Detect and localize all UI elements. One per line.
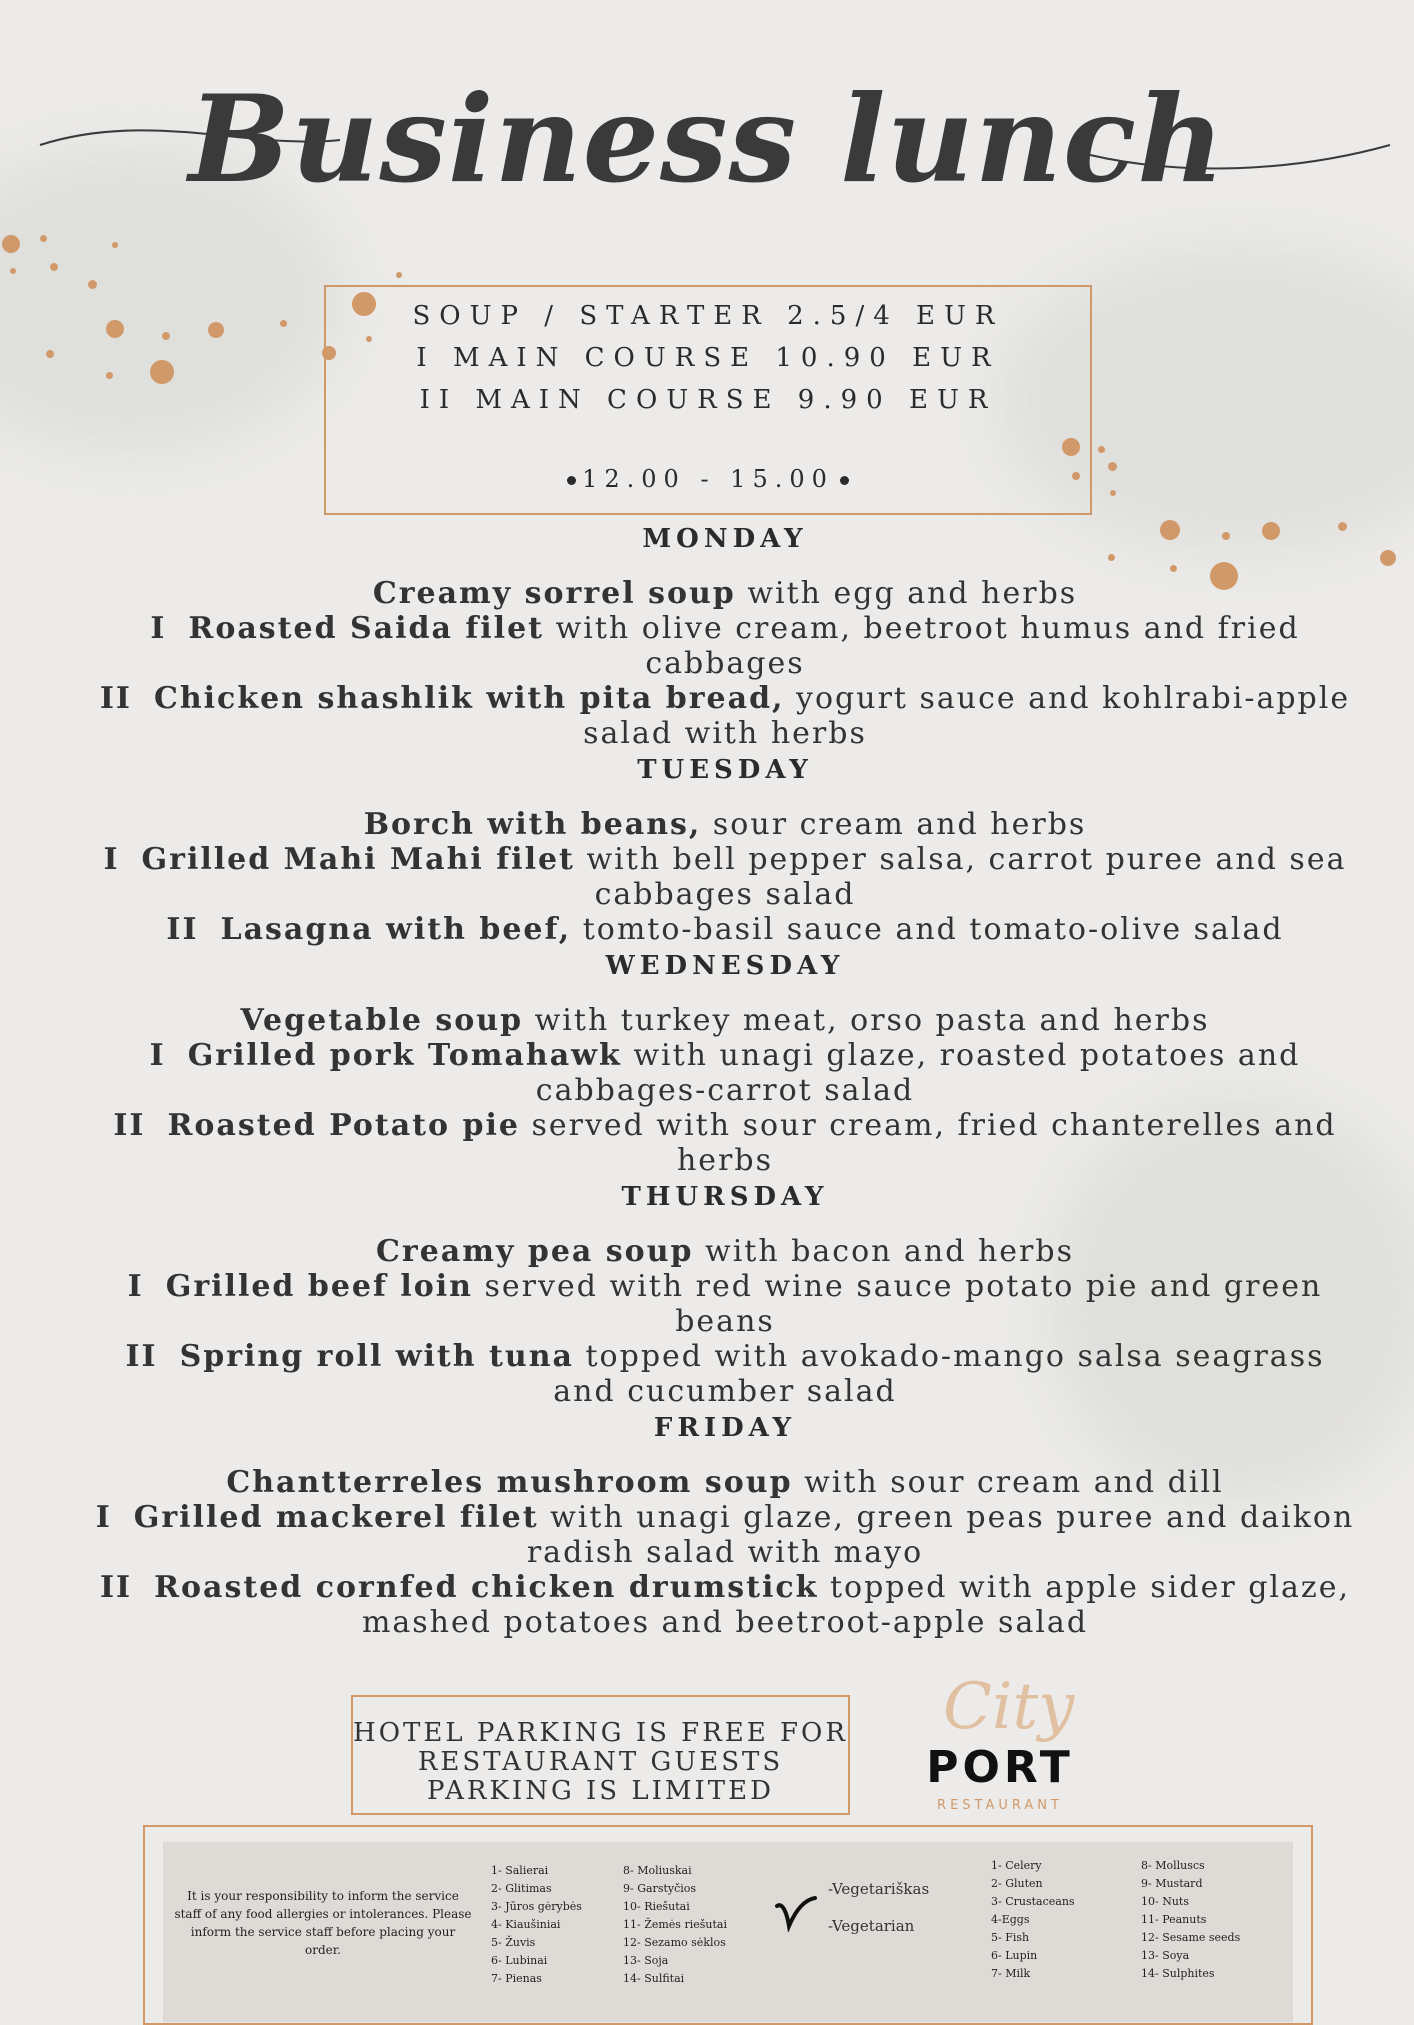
dish-description: served with red wine sauce potato pie and green beans bbox=[472, 1269, 1323, 1339]
dish-name: Vegetable soup bbox=[240, 1003, 524, 1038]
day-section-tuesday bbox=[90, 751, 1360, 947]
dish-description: with egg and herbs bbox=[735, 576, 1078, 611]
allergen-list-en-1 bbox=[991, 1857, 1075, 1983]
dish-name: Grilled mackerel filet bbox=[133, 1500, 539, 1535]
day-section-wednesday bbox=[90, 947, 1360, 1178]
bullet-dot bbox=[567, 476, 576, 485]
dish-description: served with sour cream, fried chanterelles and herbs bbox=[519, 1108, 1337, 1178]
soup-dish bbox=[90, 807, 1360, 842]
allergen-item: 13- Soya bbox=[1141, 1949, 1190, 1962]
allergen-item: 5- Žuvis bbox=[491, 1936, 536, 1949]
main-course-1 bbox=[90, 842, 1360, 912]
dish-description: with unagi glaze, roasted potatoes and cabbages-carrot salad bbox=[535, 1038, 1301, 1108]
day-heading: FRIDAY bbox=[653, 1413, 797, 1443]
allergen-item: 7- Milk bbox=[991, 1967, 1031, 1980]
dish-name: Chantterreles mushroom soup bbox=[226, 1465, 793, 1500]
allergen-item: 3- Jūros gėrybės bbox=[491, 1900, 582, 1913]
allergen-panel bbox=[163, 1842, 1293, 2022]
bullet-dot bbox=[840, 476, 849, 485]
course-number: I bbox=[150, 611, 167, 646]
parking-notice bbox=[351, 1695, 850, 1815]
day-heading: TUESDAY bbox=[637, 755, 813, 785]
dish-name: Roasted Saida filet bbox=[188, 611, 545, 646]
allergen-item: 4- Kiaušiniai bbox=[491, 1918, 561, 1931]
soup-dish bbox=[90, 1234, 1360, 1269]
dish-description: yogurt sauce and kohlrabi-apple salad with herbs bbox=[583, 681, 1351, 751]
course-number: II bbox=[113, 1108, 146, 1143]
allergen-item: 1- Salierai bbox=[491, 1864, 549, 1877]
soup-dish bbox=[90, 1003, 1360, 1038]
main-course-1 bbox=[90, 611, 1360, 681]
day-heading: WEDNESDAY bbox=[605, 951, 845, 981]
allergen-item: 10- Riešutai bbox=[623, 1900, 690, 1913]
allergen-item: 11- Peanuts bbox=[1141, 1913, 1207, 1926]
allergen-item: 6- Lupin bbox=[991, 1949, 1038, 1962]
parking-line: HOTEL PARKING IS FREE FOR bbox=[353, 1718, 848, 1748]
dish-name: Creamy sorrel soup bbox=[372, 576, 736, 611]
logo-name: PORT bbox=[926, 1742, 1074, 1793]
vegetarian-label-lt: -Vegetariškas bbox=[828, 1880, 930, 1898]
allergen-list-en-2 bbox=[1141, 1857, 1240, 1983]
allergen-item: 8- Molluscs bbox=[1141, 1859, 1205, 1872]
allergen-item: 7- Pienas bbox=[491, 1972, 542, 1985]
main-course-2 bbox=[90, 681, 1360, 751]
allergen-list-lt-1 bbox=[491, 1862, 582, 1988]
course-number: I bbox=[127, 1269, 144, 1304]
allergen-item: 12- Sezamo sėklos bbox=[623, 1936, 726, 1949]
dish-description: with sour cream and dill bbox=[792, 1465, 1224, 1500]
day-heading: MONDAY bbox=[642, 524, 808, 554]
main-course-2 bbox=[90, 1108, 1360, 1178]
logo-subtitle: RESTAURANT bbox=[937, 1798, 1063, 1813]
dish-description: with olive cream, beetroot humus and fried cabbages bbox=[544, 611, 1300, 681]
dish-description: topped with apple sider glaze, mashed potatoes and beetroot-apple salad bbox=[361, 1570, 1350, 1640]
allergen-item: 5- Fish bbox=[991, 1931, 1030, 1944]
allergen-item: 8- Moliuskai bbox=[623, 1864, 692, 1877]
dish-description: with unagi glaze, green peas puree and daikon radish salad with mayo bbox=[526, 1500, 1355, 1570]
dish-description: with bell pepper salsa, carrot puree and sea cabbages salad bbox=[574, 842, 1347, 912]
main-course-1 bbox=[90, 1500, 1360, 1570]
logo-script-text: City bbox=[943, 1670, 1075, 1744]
weekly-menu bbox=[90, 520, 1360, 1640]
dish-name: Grilled pork Tomahawk bbox=[187, 1038, 622, 1073]
allergen-item: 13- Soja bbox=[623, 1954, 669, 1967]
main-course-2 bbox=[90, 912, 1360, 947]
allergen-item: 11- Žemės riešutai bbox=[623, 1918, 727, 1931]
course-number: II bbox=[100, 1570, 133, 1605]
course-number: II bbox=[166, 912, 199, 947]
dish-description: topped with avokado-mango salsa seagrass and cucumber salad bbox=[553, 1339, 1325, 1409]
dish-name: Roasted Potato pie bbox=[167, 1108, 520, 1143]
dish-name: Grilled beef loin bbox=[165, 1269, 473, 1304]
allergen-list-lt-2 bbox=[623, 1862, 727, 1988]
dish-name: Spring roll with tuna bbox=[179, 1339, 574, 1374]
allergen-item: 2- Glitimas bbox=[491, 1882, 552, 1895]
allergen-item: 9- Mustard bbox=[1141, 1877, 1203, 1890]
course-number: I bbox=[95, 1500, 112, 1535]
dish-description: tomto-basil sauce and tomato-olive salad bbox=[571, 912, 1284, 947]
dish-description: with bacon and herbs bbox=[693, 1234, 1074, 1269]
page-title: Business lunch bbox=[188, 69, 1226, 210]
main-course-1 bbox=[90, 1269, 1360, 1339]
main-course-1 bbox=[90, 1038, 1360, 1108]
course-number: II bbox=[125, 1339, 158, 1374]
allergen-item: 4-Eggs bbox=[991, 1913, 1030, 1926]
soup-dish bbox=[90, 576, 1360, 611]
dish-name: Grilled Mahi Mahi filet bbox=[141, 842, 575, 877]
price-soup-starter: SOUP / STARTER 2.5/4 EUR bbox=[412, 301, 1004, 331]
serving-hours bbox=[326, 465, 1090, 493]
allergen-item: 14- Sulphites bbox=[1141, 1967, 1215, 1980]
allergen-item: 6- Lubinai bbox=[491, 1954, 548, 1967]
price-box bbox=[324, 285, 1092, 515]
course-number: I bbox=[149, 1038, 166, 1073]
course-number: I bbox=[103, 842, 120, 877]
vegetarian-label-en: -Vegetarian bbox=[828, 1917, 915, 1935]
dish-description: with turkey meat, orso pasta and herbs bbox=[523, 1003, 1210, 1038]
restaurant-logo bbox=[915, 1670, 1085, 1820]
allergen-notice: It is your responsibility to inform the service staff of any food allergies or intolerances. Please inform the service staff before placing your order. bbox=[174, 1889, 472, 1957]
soup-dish bbox=[90, 1465, 1360, 1500]
parking-line: PARKING IS LIMITED bbox=[427, 1776, 774, 1806]
allergen-info-box bbox=[143, 1825, 1313, 2025]
allergen-item: 2- Gluten bbox=[991, 1877, 1043, 1890]
allergen-item: 12- Sesame seeds bbox=[1141, 1931, 1241, 1944]
price-main-course-1: I MAIN COURSE 10.90 EUR bbox=[416, 343, 1000, 373]
allergen-item: 3- Crustaceans bbox=[991, 1895, 1075, 1908]
dish-name: Creamy pea soup bbox=[376, 1234, 694, 1269]
parking-line: RESTAURANT GUESTS bbox=[417, 1747, 784, 1777]
price-main-course-2: II MAIN COURSE 9.90 EUR bbox=[419, 385, 997, 415]
dish-name: Lasagna with beef, bbox=[220, 912, 572, 947]
allergen-item: 14- Sulfitai bbox=[623, 1972, 685, 1985]
allergen-item: 10- Nuts bbox=[1141, 1895, 1189, 1908]
allergen-item: 1- Celery bbox=[991, 1859, 1042, 1872]
dish-name: Roasted cornfed chicken drumstick bbox=[154, 1570, 819, 1605]
hours-text: 12.00 - 15.00 bbox=[582, 465, 834, 493]
dish-name: Chicken shashlik with pita bread, bbox=[153, 681, 785, 716]
day-section-thursday bbox=[90, 1178, 1360, 1409]
dish-name: Borch with beans, bbox=[363, 807, 702, 842]
day-section-friday bbox=[90, 1409, 1360, 1640]
allergen-item: 9- Garstyčios bbox=[623, 1882, 697, 1895]
main-course-2 bbox=[90, 1339, 1360, 1409]
vegetarian-icon bbox=[773, 1892, 819, 1932]
dish-description: sour cream and herbs bbox=[701, 807, 1087, 842]
day-section-monday bbox=[90, 520, 1360, 751]
main-course-2 bbox=[90, 1570, 1360, 1640]
course-number: II bbox=[99, 681, 132, 716]
day-heading: THURSDAY bbox=[621, 1182, 829, 1212]
